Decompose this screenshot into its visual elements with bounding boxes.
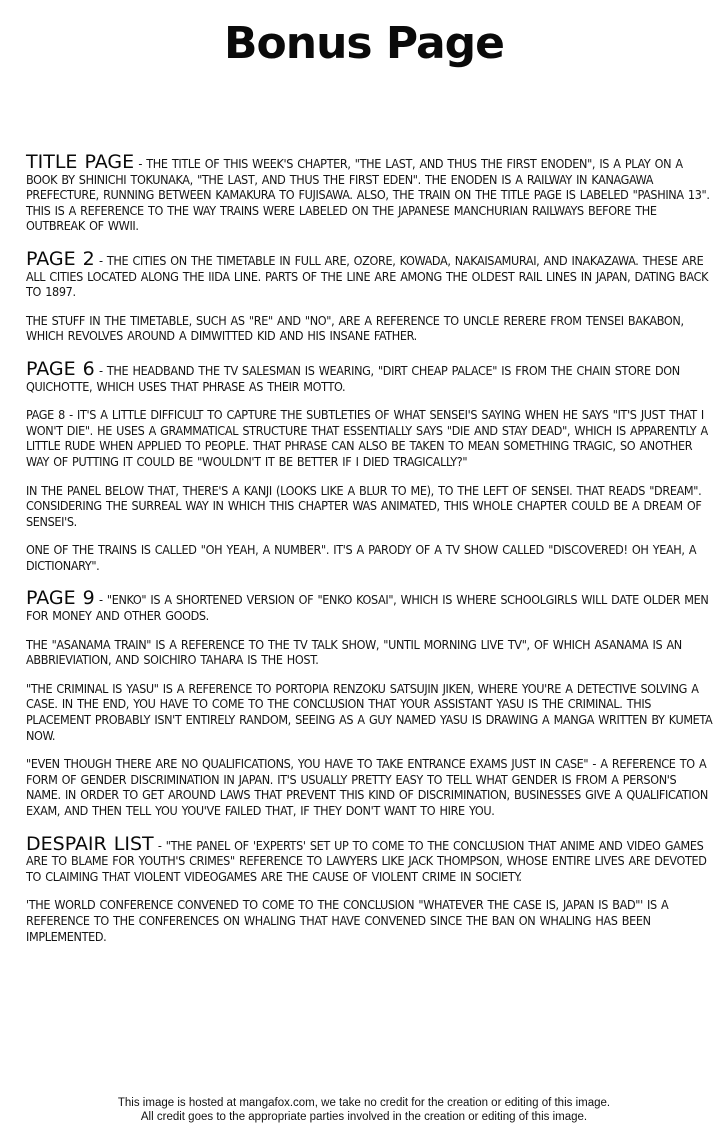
note-text: THE "ASANAMA TRAIN" IS A REFERENCE TO THE TV TALK SHOW, "UNTIL MORNING LIVE TV", OF WHICH ASANAMA IS AN ABBRIEVIATION, AND SOICHIRO TAHARA IS THE HOST. — [26, 636, 682, 668]
note-entrance-exams — [26, 756, 714, 818]
section-heading: TITLE PAGE — [26, 151, 135, 173]
note-text: - THE HEADBAND THE TV SALESMAN IS WEARING, "DIRT CHEAP PALACE" IS FROM THE CHAIN STORE DON QUICHOTTE, WHICH USES THAT PHRASE AS THEIR MOTTO. — [26, 362, 680, 394]
note-text: THE STUFF IN THE TIMETABLE, SUCH AS "RE" AND "NO", ARE A REFERENCE TO UNCLE RERERE FROM TENSEI BAKABON, WHICH REVOLVES AROUND A DIMWITTED KID AND HIS INSANE FATHER. — [26, 312, 684, 344]
note-text: "THE CRIMINAL IS YASU" IS A REFERENCE TO PORTOPIA RENZOKU SATSUJIN JIKEN, WHERE YOU'RE A DETECTIVE SOLVING A CASE. IN THE END, YOU HAVE TO COME TO THE CONCLUSION THAT YOUR ASSISTANT YASU IS THE CRIMINAL. THIS PLACEMENT PROBABLY ISN'T ENTIRELY RANDOM, SEEING AS A GUY NAMED YASU IS DRAWING A MANGA WRITTEN BY KUMETA NOW. — [26, 680, 713, 743]
note-world-conference — [26, 897, 714, 944]
note-text: 'THE WORLD CONFERENCE CONVENED TO COME TO THE CONCLUSION "WHATEVER THE CASE IS, JAPAN IS BAD"' IS A REFERENCE TO THE CONFERENCES ON WHALING THAT HAVE CONVENED SINCE THE BAN ON WHALING HAS BEEN IMPLEMENTED. — [26, 897, 669, 944]
note-text: IN THE PANEL BELOW THAT, THERE'S A KANJI (LOOKS LIKE A BLUR TO ME), TO THE LEFT OF SENSEI. THAT READS "DREAM". CONSIDERING THE SURREAL WAY IN WHICH THIS CHAPTER WAS ANIMATED, THIS WHOLE CHAPTER COULD BE A DREAM OF SENSEI'S. — [26, 482, 702, 529]
note-page-6 — [26, 357, 714, 394]
page-title: Bonus Page — [223, 18, 505, 69]
footer-line: All credit goes to the appropriate parties involved in the creation or editing of this image. — [140, 1111, 588, 1123]
notes-content — [26, 151, 714, 957]
credit-footer — [0, 1096, 728, 1124]
note-trains — [26, 542, 714, 573]
note-timetable — [26, 313, 714, 344]
note-page-9 — [26, 587, 714, 624]
footer-line: This image is hosted at mangafox.com, we take no credit for the creation or editing of this image. — [117, 1097, 611, 1109]
note-page-8 — [26, 407, 714, 469]
note-text: ONE OF THE TRAINS IS CALLED "OH YEAH, A NUMBER". IT'S A PARODY OF A TV SHOW CALLED "DISCOVERED! OH YEAH, A DICTIONARY". — [26, 542, 697, 573]
note-page-2 — [26, 247, 714, 300]
note-text: "EVEN THOUGH THERE ARE NO QUALIFICATIONS, YOU HAVE TO TAKE ENTRANCE EXAMS JUST IN CASE" - A REFERENCE TO A FORM OF GENDER DISCRIMINATION IN JAPAN. IT'S USUALLY PRETTY EASY TO TELL WHAT GENDER IS FROM A PERSON'S NAME. IN ORDER TO GET AROUND LAWS THAT PREVENT THIS KIND OF DISCRIMINATION, BUSINESSES GIVE A QUALIFICATION EXAM, AND THEN TELL YOU YOU'VE FAILED THAT, IF THEY DON'T WANT TO HIRE YOU. — [26, 756, 708, 818]
note-text: PAGE 8 - IT'S A LITTLE DIFFICULT TO CAPTURE THE SUBTLETIES OF WHAT SENSEI'S SAYING WHEN HE SAYS "IT'S JUST THAT I WON'T DIE". HE USES A GRAMMATICAL STRUCTURE THAT ESSENTIALLY SAYS "DIE AND STAY DEAD", WHICH IS APPARENTLY A LITTLE RUDE WHEN APPLIED TO PEOPLE. THAT PHRASE CAN ALSO BE TAKEN TO MEAN SOMETHING TRAGIC, SO ANOTHER WAY OF PUTTING IT COULD BE "WOULDN'T IT BE BETTER IF I DIED TRAGICALLY?" — [26, 407, 708, 469]
note-text: - "ENKO" IS A SHORTENED VERSION OF "ENKO KOSAI", WHICH IS WHERE SCHOOLGIRLS WILL DATE OLDER MEN FOR MONEY AND OTHER GOODS. — [26, 592, 709, 624]
section-heading: PAGE 6 — [26, 357, 95, 380]
note-text: - THE CITIES ON THE TIMETABLE IN FULL ARE, OZORE, KOWADA, NAKAISAMURAI, AND INAKAZAWA. THESE ARE ALL CITIES LOCATED ALONG THE IIDA LINE. PARTS OF THE LINE ARE AMONG THE OLDEST RAIL LINES IN JAPAN, DATING BACK TO 1897. — [26, 252, 709, 300]
section-heading: DESPAIR LIST — [26, 832, 154, 855]
note-despair-list — [26, 832, 714, 885]
note-kanji-dream — [26, 483, 714, 530]
note-text: - THE TITLE OF THIS WEEK'S CHAPTER, "THE LAST, AND THUS THE FIRST ENODEN", IS A PLAY ON A BOOK BY SHINICHI TOKUNAKA, "THE LAST, AND THUS THE FIRST EDEN". THE ENODEN IS A RAILWAY IN KANAGAWA PREFECTURE, RUNNING BETWEEN KAMAKURA TO FUJISAWA. ALSO, THE TRAIN ON THE TITLE PAGE IS LABELED "PASHINA 13". THIS IS A REFERENCE TO THE WAY TRAINS WERE LABELED ON THE JAPANESE MANCHURIAN RAILWAYS BEFORE THE OUTBREAK OF WWII. — [26, 156, 710, 234]
note-title-page — [26, 151, 714, 234]
section-heading: PAGE 9 — [26, 587, 95, 610]
section-heading: PAGE 2 — [26, 247, 95, 270]
note-asanama — [26, 637, 714, 668]
note-text: - "THE PANEL OF 'EXPERTS' SET UP TO COME TO THE CONCLUSION THAT ANIME AND VIDEO GAMES ARE TO BLAME FOR YOUTH'S CRIMES" REFERENCE TO LAWYERS LIKE JACK THOMPSON, WHOSE ENTIRE LIVES ARE DEVOTED TO CLAIMING THAT VIOLENT VIDEOGAMES ARE THE CAUSE OF VIOLENT CRIME IN SOCIETY. — [26, 837, 707, 884]
note-yasu — [26, 681, 714, 743]
